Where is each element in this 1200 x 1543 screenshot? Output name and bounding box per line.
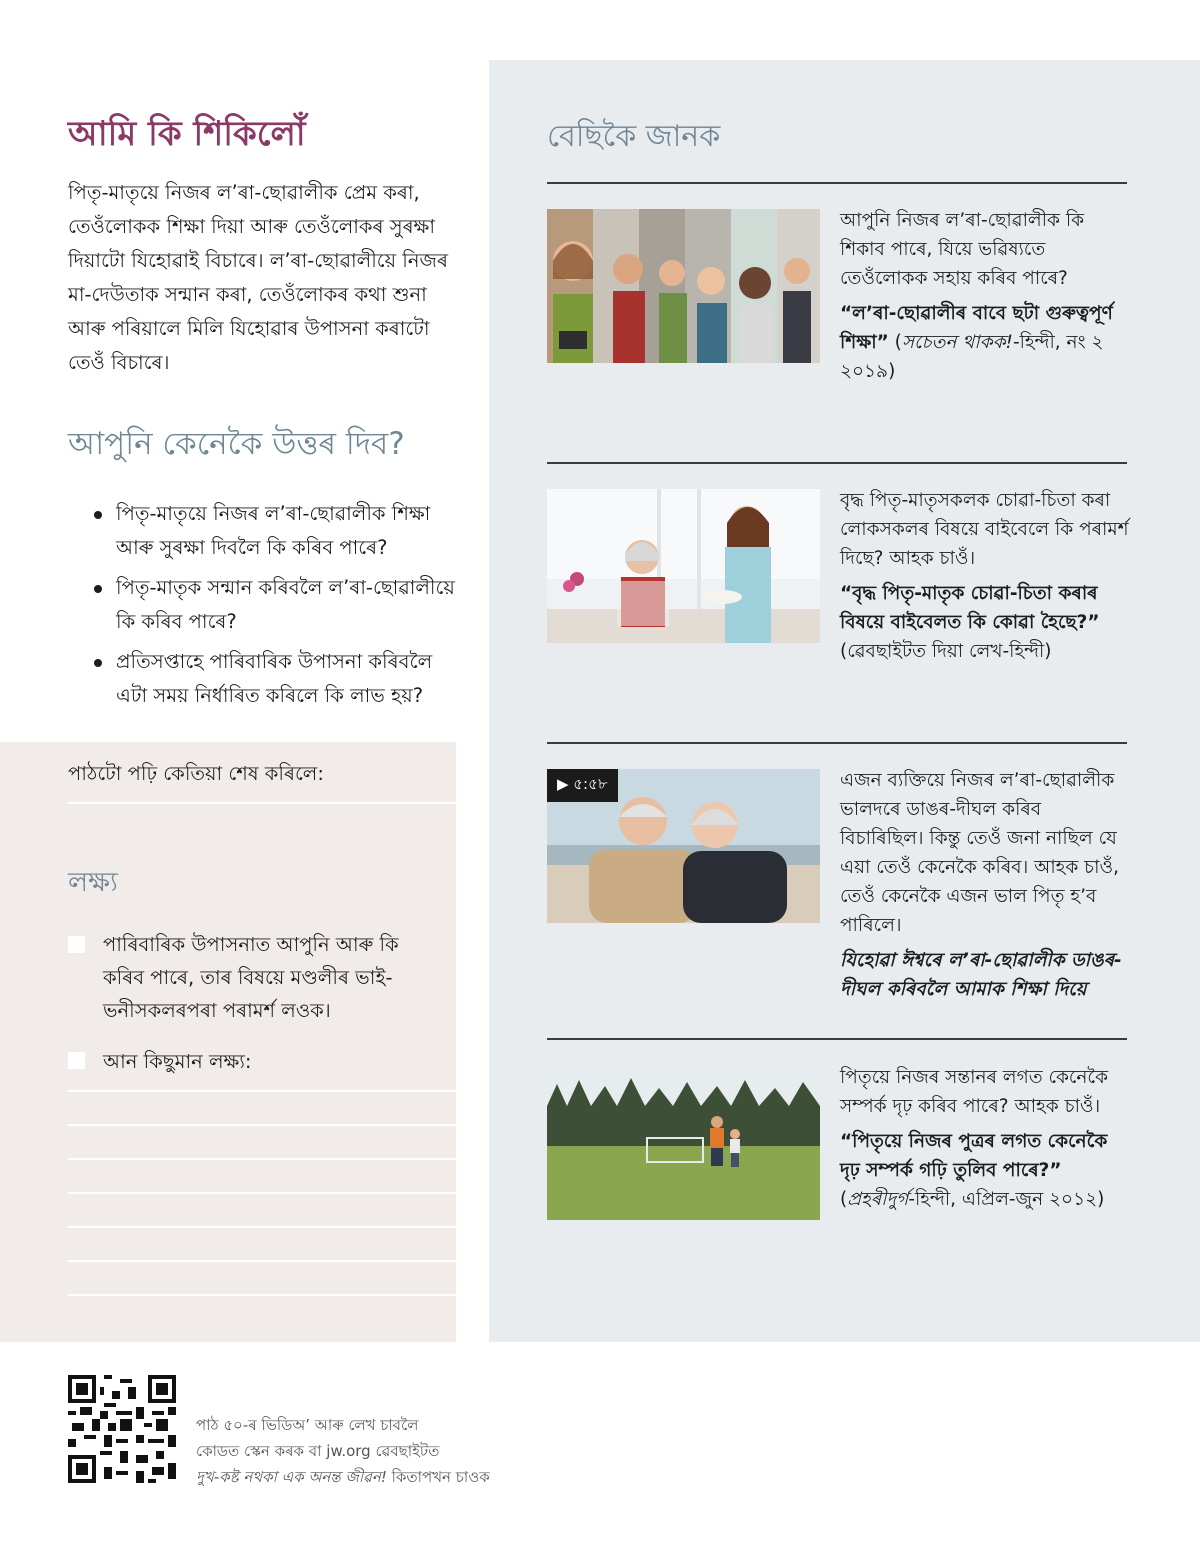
- footer-line: কোডত স্কেন কৰক বা jw.org ৱেবছাইটত: [196, 1442, 440, 1460]
- write-line[interactable]: [68, 1294, 456, 1296]
- lesson-summary-paragraph: পিতৃ-মাতৃয়ে নিজৰ ল’ৰা-ছোৱালীক প্ৰেম কৰা, তেওঁলোকক শিক্ষা দিয়া আৰু তেওঁলোকৰ সুৰক্ষা দিয়াটো যিহোৱাই বিচাৰে। ল’ৰা-ছোৱালীয়ে নিজৰ মা-দেউতাক সন্মান কৰা, তেওঁলোকৰ কথা শুনা আৰু পৰিয়ালে মিলি যিহোৱাৰ উপাসনা কৰাটো তেওঁ বিচাৰে।: [68, 181, 448, 374]
- father-son-article-thumbnail[interactable]: [547, 1066, 820, 1220]
- learn-more-item: [840, 486, 1130, 672]
- goals-panel: [0, 742, 456, 1342]
- qr-code[interactable]: [68, 1375, 176, 1483]
- review-question: পিতৃ-মাতৃক সন্মান কৰিবলৈ ল’ৰা-ছোৱালীয়ে কি কৰিব পাৰে?: [90, 571, 460, 639]
- divider: [547, 182, 1127, 184]
- divider: [547, 462, 1127, 464]
- qr-code-graphic: [68, 1375, 176, 1483]
- divider: [547, 1038, 1127, 1040]
- review-question: পিতৃ-মাতৃয়ে নিজৰ ল’ৰা-ছোৱালীক শিক্ষা আৰু সুৰক্ষা দিবলৈ কি কৰিব পাৰে?: [90, 497, 460, 565]
- divider: [547, 742, 1127, 744]
- footer-line: পাঠ ৫০-ৰ ভিডিঅ’ আৰু লেখ চাবলৈ: [196, 1416, 419, 1434]
- video-title-link[interactable]: যিহোৱা ঈশ্বৰে ল’ৰা-ছোৱালীক ডাঙৰ-দীঘল কৰিবলৈ আমাক শিক্ষা দিয়ে: [840, 950, 1122, 1000]
- item-description: বৃদ্ধ পিতৃ-মাতৃসকলক চোৱা-চিতা কৰা লোকসকলৰ বিষয়ে বাইবেলে কি পৰামৰ্শ দিছে? আহক চাওঁ।: [840, 490, 1129, 569]
- learn-more-title: বেছিকৈ জানক: [547, 119, 721, 154]
- footer-instructions: [196, 1412, 490, 1490]
- article-title-link[interactable]: “ল’ৰা-ছোৱালীৰ বাবে ছটা গুৰুত্বপূৰ্ণ শিক্ষা”: [840, 303, 1113, 353]
- write-line[interactable]: [68, 1090, 456, 1092]
- item-reference: “ল’ৰা-ছোৱালীৰ বাবে ছটা গুৰুত্বপূৰ্ণ শিক্ষা” (সচেতন থাকক!-হিন্দী, নং ২ ২০১৯): [840, 303, 1113, 382]
- elderly-care-article-thumbnail[interactable]: [547, 489, 820, 643]
- learn-more-item: [840, 1063, 1130, 1220]
- book-title: দুখ-কষ্ট নথকা এক অনন্ত জীৱন!: [196, 1468, 387, 1486]
- item-description: আপুনি নিজৰ ল’ৰা-ছোৱালীক কি শিকাব পাৰে, যিয়ে ভৱিষ্যতে তেওঁলোকক সহায় কৰিব পাৰে?: [840, 210, 1085, 289]
- write-line[interactable]: [68, 1260, 456, 1262]
- item-description: পিতৃয়ে নিজৰ সন্তানৰ লগত কেনেকৈ সম্পৰ্ক দৃঢ় কৰিব পাৰে? আহক চাওঁ।: [840, 1067, 1109, 1117]
- goals-title: লক্ষ্য: [68, 867, 118, 898]
- article-title-link[interactable]: “বৃদ্ধ পিতৃ-মাতৃক চোৱা-চিতা কৰাৰ বিষয়ে বাইবেলত কি কোৱা হৈছে?”: [840, 583, 1100, 633]
- review-question: প্ৰতিসপ্তাহে পাৰিবাৰিক উপাসনা কৰিবলৈ এটা সময় নিৰ্ধাৰিত কৰিলে কি লাভ হয়?: [90, 645, 460, 713]
- review-questions-title: আপুনি কেনেকৈ উত্তৰ দিব?: [68, 426, 405, 462]
- write-line[interactable]: [68, 1226, 456, 1228]
- elderly-care-image: [547, 489, 820, 643]
- learn-more-item: [840, 206, 1130, 392]
- completed-date-label: পাঠটো পঢ়ি কেতিয়া শেষ কৰিলে:: [68, 762, 324, 785]
- video-duration-badge: ▶ ৫:৫৮: [547, 769, 618, 802]
- write-line[interactable]: [68, 1158, 456, 1160]
- video-thumbnail[interactable]: [547, 769, 820, 923]
- publication-name: সচেতন থাকক!: [901, 332, 1013, 353]
- item-reference: “পিতৃয়ে নিজৰ পুত্ৰৰ লগত কেনেকৈ দৃঢ় সম্পৰ্ক গঢ়ি তুলিব পাৰে?” (প্ৰহৰীদুৰ্গ-হিন্দী, এপ্ৰিল-জুন ২০১২): [840, 1131, 1108, 1210]
- learn-more-item: [840, 766, 1130, 1010]
- children-image: [547, 209, 820, 363]
- footer-line: দুখ-কষ্ট নথকা এক অনন্ত জীৱন! কিতাপখন চাওক: [196, 1468, 490, 1486]
- lesson-summary-title: আমি কি শিকিলোঁ: [68, 114, 306, 154]
- item-description: এজন ব্যক্তিয়ে নিজৰ ল’ৰা-ছোৱালীক ভালদৰে ডাঙৰ-দীঘল কৰিব বিচাৰিছিল। কিন্তু তেওঁ জনা নাছিল যে এয়া তেওঁ কেনেকৈ কৰিব। আহক চাওঁ, তেওঁ কেনেকৈ এজন ভাল পিতৃ হ’ব পাৰিলে।: [840, 770, 1120, 936]
- children-article-thumbnail[interactable]: [547, 209, 820, 363]
- item-reference: [840, 946, 1130, 1004]
- article-title-link[interactable]: “পিতৃয়ে নিজৰ পুত্ৰৰ লগত কেনেকৈ দৃঢ় সম্পৰ্ক গঢ়ি তুলিব পাৰে?”: [840, 1131, 1108, 1181]
- goal-text: পাৰিবাৰিক উপাসনাত আপুনি আৰু কি কৰিব পাৰে, তাৰ বিষয়ে মণ্ডলীৰ ভাই-ভনীসকলৰপৰা পৰামৰ্শ লওক।: [103, 933, 399, 1022]
- completed-date-line[interactable]: [68, 802, 456, 804]
- write-line[interactable]: [68, 1192, 456, 1194]
- review-questions-list: [90, 497, 460, 719]
- goal-checkbox[interactable]: [68, 936, 85, 953]
- other-goals-label: আন কিছুমান লক্ষ্য:: [103, 1050, 252, 1073]
- item-reference: “বৃদ্ধ পিতৃ-মাতৃক চোৱা-চিতা কৰাৰ বিষয়ে বাইবেলত কি কোৱা হৈছে?” (ৱেবছাইটত দিয়া লেখ-হিন্দী): [840, 583, 1100, 662]
- other-goals-checkbox[interactable]: [68, 1052, 85, 1069]
- write-line[interactable]: [68, 1124, 456, 1126]
- father-son-image: [547, 1066, 820, 1220]
- publication-name: প্ৰহৰীদুৰ্গ: [847, 1189, 909, 1210]
